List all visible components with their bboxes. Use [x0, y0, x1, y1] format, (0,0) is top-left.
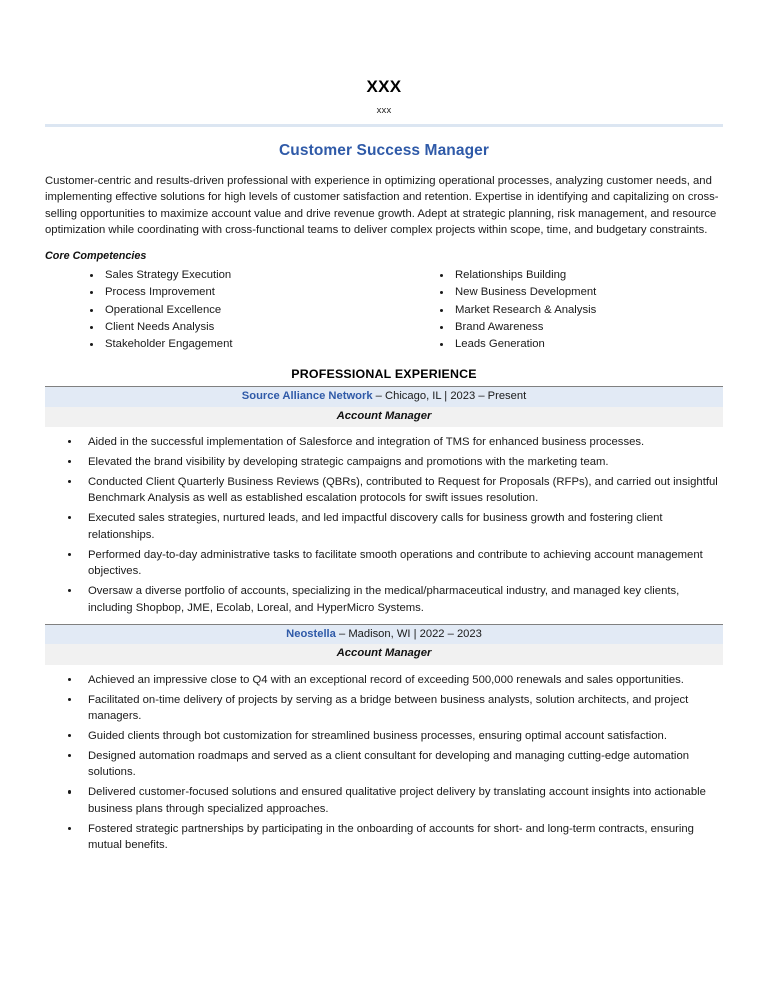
list-item: Brand Awareness: [437, 319, 723, 336]
core-competencies-column-right: [384, 267, 723, 353]
list-item: Sales Strategy Execution: [87, 267, 384, 284]
job-company-band: [45, 386, 723, 406]
list-item: Guided clients through bot customization for streamlined business processes, ensuring optimal account satisfaction.: [63, 728, 723, 744]
list-item: Fostered strategic partnerships by participating in the onboarding of accounts for short- and long-term contracts, ensuring mutual benefits.: [63, 821, 723, 854]
job-company-band: [45, 624, 723, 644]
job-company-name: Neostella: [286, 628, 336, 641]
list-item: Executed sales strategies, nurtured leads, and led impactful discovery calls for business growth and fostering client relationships.: [63, 510, 723, 543]
list-item: Delivered customer-focused solutions and ensured qualitative project delivery by translating account insights into actionable business plans through specialized approaches.: [63, 784, 723, 817]
list-item: Operational Excellence: [87, 302, 384, 319]
core-competencies-column-left: [45, 267, 384, 353]
list-item: Leads Generation: [437, 336, 723, 353]
experience-entry: [45, 386, 723, 616]
experience-entry: [45, 624, 723, 854]
list-item: Client Needs Analysis: [87, 319, 384, 336]
list-item: Performed day-to-day administrative tasks to facilitate smooth operations and contribute to achieving account management objectives.: [63, 547, 723, 580]
professional-summary: Customer-centric and results-driven professional with experience in optimizing operational processes, analyzing customer needs, and implementing effective solutions for high levels of customer satisfaction and retention. Expertise in identifying and capitalizing on cross-selling opportunities to maximize account value and drive revenue growth. Adept at strategic planning, risk management, and resource optimization while coordinating with cross-functional teams to deliver complex projects within scope, time, and budgetary constraints.: [45, 174, 719, 237]
list-item: Conducted Client Quarterly Business Reviews (QBRs), contributed to Request for Proposals (RFPs), and carried out insightful Benchmark Analysis as well as established escalation protocols for swift issues resolution.: [63, 474, 723, 507]
header-divider: [45, 124, 723, 127]
list-item: New Business Development: [437, 284, 723, 301]
job-role-band: Account Manager: [45, 407, 723, 427]
list-item: Relationships Building: [437, 267, 723, 284]
list-item: Aided in the successful implementation of Salesforce and integration of TMS for enhanced business processes.: [63, 434, 723, 450]
core-competencies-list: [45, 267, 723, 353]
list-item: Designed automation roadmaps and served as a client consultant for developing and managing cutting-edge automation solutions.: [63, 748, 723, 781]
job-location-dates: – Chicago, IL | 2023 – Present: [372, 390, 527, 403]
candidate-contact: xxx: [376, 104, 392, 116]
list-item: Oversaw a diverse portfolio of accounts, specializing in the medical/pharmaceutical industry, and managed key clients, including Shopbop, JME, Ecolab, Loreal, and HyperMicro Systems.: [63, 583, 723, 616]
list-item: Achieved an impressive close to Q4 with an exceptional record of exceeding 500,000 renewals and sales opportunities.: [63, 672, 723, 688]
resume-header: [45, 0, 723, 127]
job-company-name: Source Alliance Network: [241, 390, 373, 403]
target-job-title: Customer Success Manager: [278, 141, 489, 159]
list-item: Process Improvement: [87, 284, 384, 301]
job-bullet-list: [45, 672, 723, 854]
list-item: Facilitated on-time delivery of projects by serving as a bridge between business analysts, solution architects, and project managers.: [63, 692, 723, 725]
candidate-name: XXX: [366, 77, 402, 96]
job-location-dates: – Madison, WI | 2022 – 2023: [335, 628, 482, 641]
job-role-band: Account Manager: [45, 644, 723, 664]
list-item: Elevated the brand visibility by developing strategic campaigns and promotions with the marketing team.: [63, 454, 723, 470]
job-bullet-list: [45, 434, 723, 616]
section-title-professional-experience: PROFESSIONAL EXPERIENCE: [291, 367, 477, 382]
list-item: Market Research & Analysis: [437, 302, 723, 319]
list-item: Stakeholder Engagement: [87, 336, 384, 353]
core-competencies-heading: Core Competencies: [45, 250, 147, 263]
